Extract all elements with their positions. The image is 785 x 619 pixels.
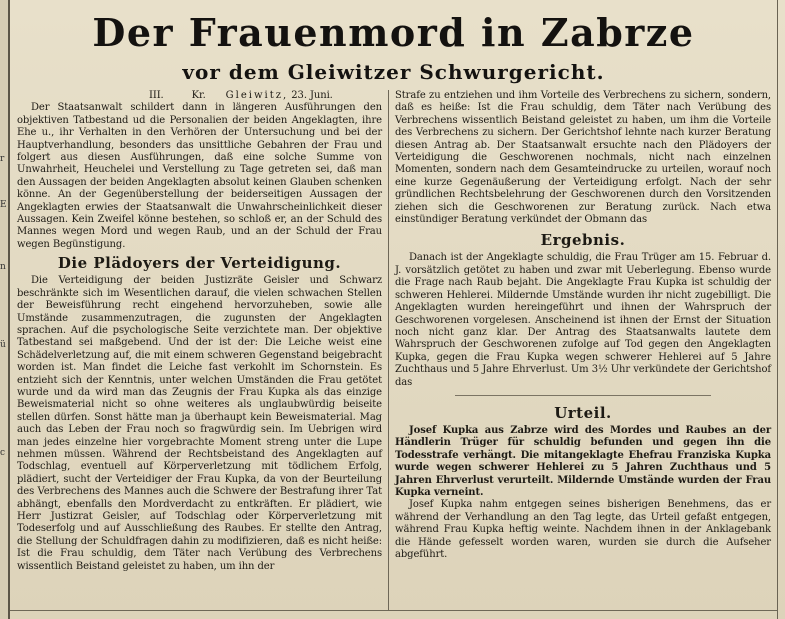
column-divider	[388, 90, 389, 610]
left-column-rule	[8, 0, 10, 619]
column-left	[17, 90, 382, 573]
dateline	[17, 90, 382, 102]
paragraph-prosecution: Der Staatsanwalt schildert dann in längeren Ausführungen den objektiven Tatbestand ud die Personalien der beiden Angeklagten, ihre Ehe u., ihr Verhalten in den Verhören der Untersuchung und bei der Hauptverhandlung, besonders das unsittliche Gebahren der Frau und folgert aus diesen Ausführungen, daß eine solche Summe von Unwahrheit, Heuchelei und Verstellung zu Tage getreten sei, daß man den Aussagen der beiden Angeklagten absolut keinen Glauben schenken könne. An der Gegenüberstellung der beiderseitigen Aussagen der Angeklagten erwies der Staatsanwalt die Unwahrscheinlichkeit dieser Aussagen. Kein Zweifel könne bestehen, so schloß er, an der Schuld des Mannes wegen Mord und wegen Raub, und an der Schuld der Frau wegen Begünstigung.	[17, 102, 382, 250]
section-heading-result: Ergebnis.	[540, 231, 626, 250]
section-separator	[455, 395, 711, 396]
article-subheadline: vor dem Gleiwitzer Schwurgericht.	[182, 60, 605, 84]
dateline-date: 23. Juni.	[291, 90, 333, 101]
paragraph-closing: Josef Kupka nahm entgegen seines bisherigen Benehmens, das er während der Verhandlung an den Tag legte, das Urteil gefaßt entgegen, während Frau Kupka heftig weinte. Nachdem ihnen in der Anklagebank die Hände gefesselt worden waren, wurden sie durch die Aufseher abgeführt.	[395, 499, 771, 560]
margin-fragment: c	[0, 448, 6, 458]
paragraph-result: Danach ist der Angeklagte schuldig, die Frau Trüger am 15. Februar d. J. vorsätzlich getötet zu haben und zwar mit Ueberlegung. Ebenso wurde die Frage nach Raub bejaht. Die Angeklagte Frau Kupka ist schuldig der schweren Hehlerei. Mildernde Umstände wurden ihr nicht zugebilligt. Die Angeklagten wurden hereingeführt und ihnen der Wahrspruch der Geschworenen vorgelesen. Anscheinend ist ihnen der Ernst der Situation noch nicht ganz klar. Der Antrag des Staatsanwalts lautete dem Wahrspruch der Geschworenen zufolge auf Tod gegen den Angeklagten Kupka, gegen die Frau Kupka wegen schwerer Hehlerei auf 5 Jahre Zuchthaus und 5 Jahre Ehrverlust. Um 3½ Uhr verkündete der Gerichtshof das	[395, 252, 771, 388]
column-right	[395, 90, 771, 561]
section-heading-defense: Die Plädoyers der Verteidigung.	[57, 254, 342, 273]
margin-fragment: n	[0, 262, 6, 272]
right-column-rule	[777, 0, 778, 619]
bottom-rule	[10, 610, 777, 611]
dateline-city: Gleiwitz,	[225, 90, 289, 101]
paragraph-verdict: Josef Kupka aus Zabrze wird des Mordes und Raubes an der Händlerin Trüger für schuldig befunden und gegen ihn die Todesstrafe verhängt. Die mitangeklagte Ehefrau Franziska Kupka wurde wegen schwerer Hehlerei zu 5 Jahren Zuchthaus und 5 Jahren Ehrverlust verurteilt. Mildernde Umstände wurden der Frau Kupka verneint.	[395, 424, 771, 498]
margin-fragment: ü	[0, 340, 6, 350]
dateline-correspondent: Kr.	[191, 90, 206, 101]
article-headline: Der Frauenmord in Zabrze	[92, 10, 695, 55]
margin-fragment: r	[0, 154, 5, 164]
paragraph-continuation: Strafe zu entziehen und ihm Vorteile des Verbrechens zu sichern, sondern, daß es heiße: Ist die Frau schuldig, dem Täter nach Verübung des Verbrechens wissentlich Beistand geleistet zu haben, um ihm die Vorteile des Verbrechens zu sichern. Der Gerichtshof lehnte nach kurzer Beratung diesen Antrag ab. Der Staatsanwalt ersuchte nach den Plädoyers der Verteidigung die Geschworenen nochmals, nicht nach einzelnen Momenten, sondern nach dem Gesamteindrucke zu urteilen, worauf noch eine kurze Gegenäußerung der Verteidigung erfolgt. Nach der sehr gründlichen Rechtsbelehrung der Geschworenen durch den Vorsitzenden ziehen sich die Geschworenen zur Beratung zurück. Nach etwa einstündiger Beratung verkündet der Obmann das	[395, 90, 771, 226]
left-margin	[0, 0, 8, 619]
paragraph-defense: Die Verteidigung der beiden Justizräte Geisler und Schwarz beschränkte sich im Wesentlichen darauf, die vielen schwachen Stellen der Beweisführung recht eingehend hervorzuheben, sowie alle Umstände zusammenzutragen, die zugunsten der Angeklagten sprachen. Auf die psychologische Seite verzichtete man. Der objektive Tatbestand sei maßgebend. Und der ist der: Die Leiche weist eine Schädelverletzung auf, die mit einem schweren Gegenstand beigebracht worden ist. Man findet die Leiche fast verkohlt im Schornstein. Es entzieht sich der Kenntnis, unter welchen Umständen die Frau getötet wurde und da wird man das Zeugnis der Frau Kupka als das einzige Beweismaterial nicht so ohne weiteres als unglaubwürdig beiseite stellen dürfen. Sonst hätte man ja überhaupt kein Beweismaterial. Mag auch das Leben der Frau noch so fragwürdig sein. Im Uebrigen wird man jedes einzelne hier vorgebrachte Moment streng unter die Lupe nehmen müssen. Während der Rechtsbeistand des Angeklagten auf Todschlag, eventuell auf Körperverletzung mit tödlichem Erfolg, plädiert, sucht der Verteidiger der Frau Kupka, da von der Beurteilung des Verbrechens des Mannes auch die Schwere der Bestrafung ihrer Tat abhängt, ebenfalls den Mordverdacht zu entkräften. Er plädiert, wie Herr Justizrat Geisler, auf Todschlag oder Körperverletzung mit Todeserfolg und auf Ausschließung des Raubes. Er stellte den Antrag, die Stellung der Schuldfragen dahin zu modifizieren, daß es nicht heiße: Ist die Frau schuldig, dem Täter nach Verübung des Verbrechens wissentlich Beistand geleistet zu haben, um ihn der	[17, 275, 382, 572]
dateline-number: III.	[149, 90, 164, 101]
section-heading-verdict: Urteil.	[554, 403, 612, 422]
margin-fragment: E	[0, 200, 7, 210]
